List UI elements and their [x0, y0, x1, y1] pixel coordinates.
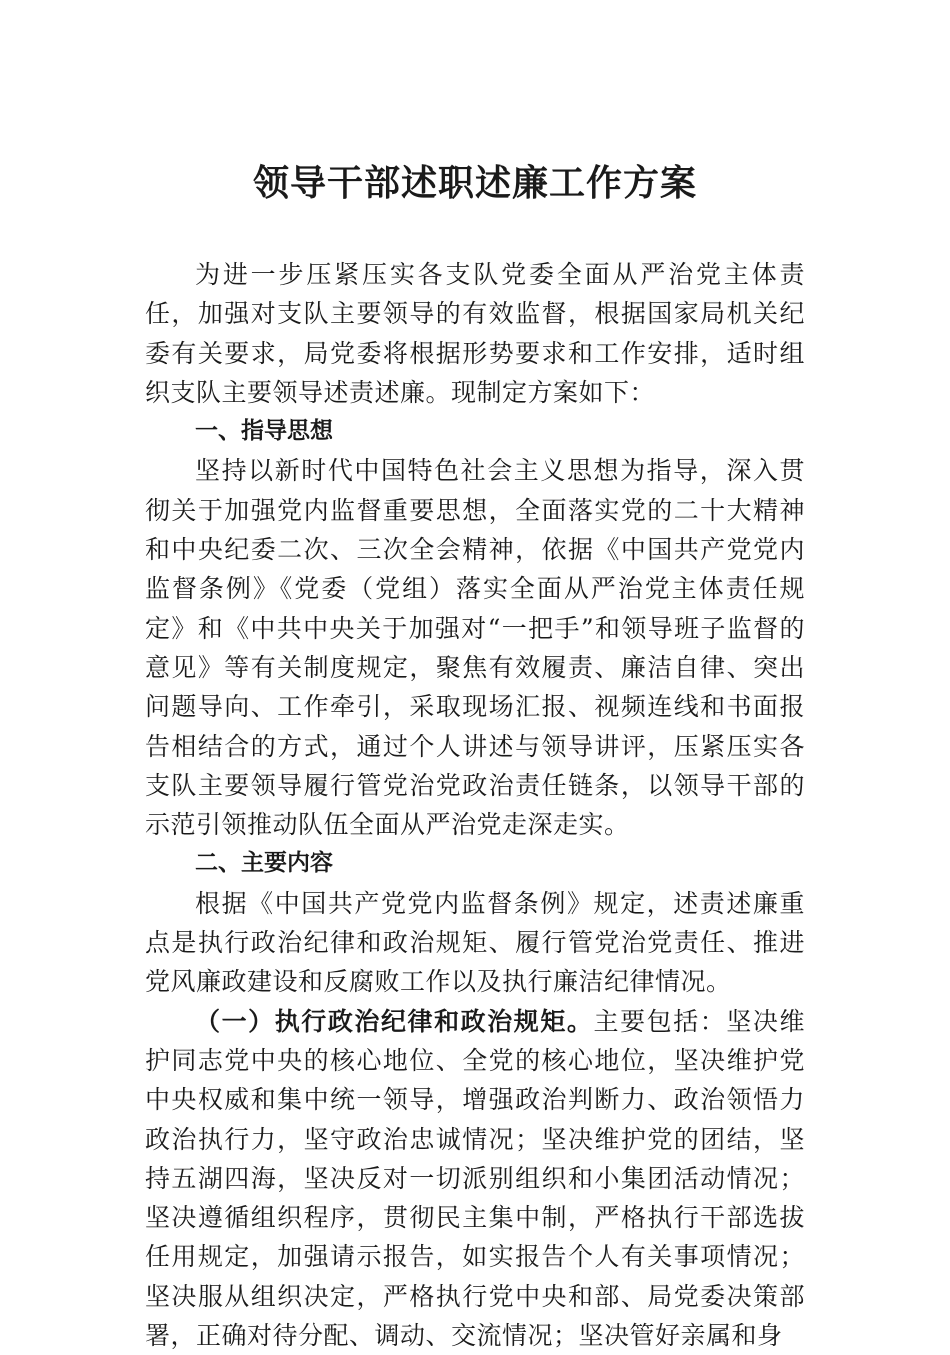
main-content-paragraph: 根据《中国共产党党内监督条例》规定，述责述廉重点是执行政治纪律和政治规矩、履行管党治党责任、推进党风廉政建设和反腐败工作以及执行廉洁纪律情况。	[145, 888, 805, 997]
intro-paragraph: 为进一步压紧压实各支队党委全面从严治党主体责任，加强对支队主要领导的有效监督，根据国家局机关纪委有关要求，局党委将根据形势要求和工作安排，适时组织支队主要领导述责述廉。现制定方案如下：	[145, 260, 805, 407]
document-title: 领导干部述职述廉工作方案	[252, 162, 697, 204]
document-body	[145, 255, 805, 1355]
item-political-discipline-text: 主要包括：坚决维护同志党中央的核心地位、全党的核心地位，坚决维护党中央权威和集中统一领导，增强政治判断力、政治领悟力政治执行力，坚守政治忠诚情况；坚决维护党的团结，坚持五湖四海，坚决反对一切派别组织和小集团活动情况；坚决遵循组织程序，贯彻民主集中制，严格执行干部选拔任用规定，加强请示报告，如实报告个人有关事项情况；坚决服从组织决定，严格执行党中央和部、局党委决策部署，正确对待分配、调动、交流情况；坚决管好亲属和身	[145, 1006, 805, 1351]
section-heading-guiding-thought: 一、指导思想	[195, 418, 333, 445]
item-political-discipline-lead: （一）执行政治纪律和政治规矩。	[195, 1006, 594, 1036]
section-heading-main-content: 二、主要内容	[195, 850, 333, 877]
item-political-discipline	[145, 1002, 805, 1355]
guiding-thought-paragraph: 坚持以新时代中国特色社会主义思想为指导，深入贯彻关于加强党内监督重要思想，全面落实党的二十大精神和中央纪委二次、三次全会精神，依据《中国共产党党内监督条例》《党委（党组）落实全面从严治党主体责任规定》和《中共中央关于加强对“一把手”和领导班子监督的意见》等有关制度规定，聚焦有效履责、廉洁自律、突出问题导向、工作牵引，采取现场汇报、视频连线和书面报告相结合的方式，通过个人讲述与领导讲评，压紧压实各支队主要领导履行管党治党政治责任链条，以领导干部的示范引领推动队伍全面从严治党走深走实。	[145, 456, 805, 840]
